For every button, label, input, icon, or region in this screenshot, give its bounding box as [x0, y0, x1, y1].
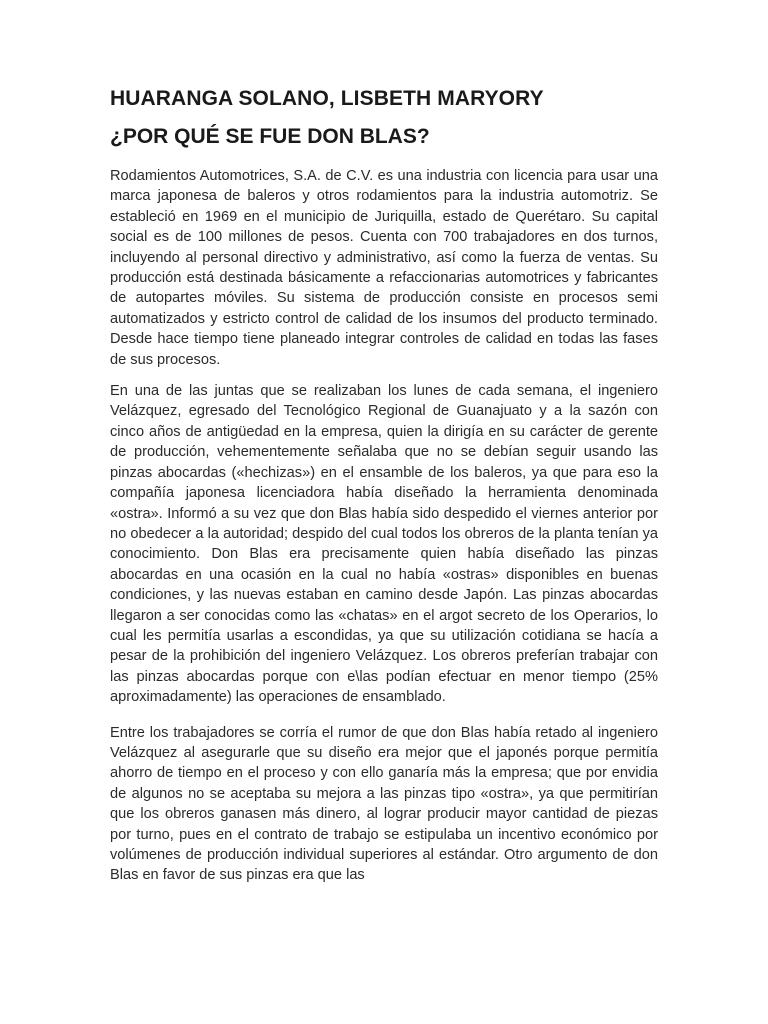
document-page — [110, 84, 658, 886]
author-name: HUARANGA SOLANO, LISBETH MARYORY — [110, 87, 544, 110]
paragraph-2: En una de las juntas que se realizaban los lunes de cada semana, el ingeniero Velázquez, egresado del Tecnológico Regional de Guanajuato y a la sazón con cinco años de antigüedad en la empresa, quien la dirigía en su carácter de gerente de producción, vehementemente señalaba que no se debían seguir usando las pinzas abocardas («hechizas») en el ensamble de los baleros, ya que para eso la compañía japonesa licenciadora había diseñado la herramienta denominada «ostra». Informó a su vez que don Blas había sido despedido el viernes anterior por no obedecer a la autoridad; despido del cual todos los obreros de la planta tenían ya conocimiento. Don Blas era precisamente quien había diseñado las pinzas abocardas en una ocasión en la cual no había «ostras» disponibles en buenas condiciones, y las nuevas estaban en camino desde Japón. Las pinzas abocardas llegaron a ser conocidas como las «chatas» en el argot secreto de los Operarios, lo cual les permitía usarlas a escondidas, ya que su utilización cotidiana se hacía a pesar de la prohibición del ingeniero Velázquez. Los obreros preferían trabajar con las pinzas abocardas porque con e\las podían efectuar en menor tiempo (25% aproximadamente) las operaciones de ensamblado. — [110, 383, 658, 706]
paragraph-1: Rodamientos Automotrices, S.A. de C.V. es una industria con licencia para usar una marca japonesa de baleros y otros rodamientos para la industria automotriz. Se estableció en 1969 en el municipio de Juriquilla, estado de Querétaro. Su capital social es de 100 millones de pesos. Cuenta con 700 trabajadores en dos turnos, incluyendo al personal directivo y administrativo, así como la fuerza de ventas. Su producción está destinada básicamente a refaccionarias automotrices y fabricantes de autopartes móviles. Su sistema de producción consiste en procesos semi automatizados y estricto control de calidad de los insumos del producto terminado. Desde hace tiempo tiene planeado integrar controles de calidad en todas las fases de sus procesos. — [110, 168, 658, 368]
paragraph-3: Entre los trabajadores se corría el rumor de que don Blas había retado al ingeniero Velázquez al asegurarle que su diseño era mejor que el japonés porque permitía ahorro de tiempo en el proceso y con ello ganaría más la empresa; que por envidia de algunos no se aceptaba su mejora a las pinzas tipo «ostra», ya que permitirían que los obreros ganasen más dinero, al lograr producir mayor cantidad de piezas por turno, pues en el contrato de trabajo se estipulaba un incentivo económico por volúmenes de producción individual superiores al estándar. Otro argumento de don Blas en favor de sus pinzas era que las — [110, 724, 658, 884]
document-title: ¿POR QUÉ SE FUE DON BLAS? — [110, 125, 430, 148]
